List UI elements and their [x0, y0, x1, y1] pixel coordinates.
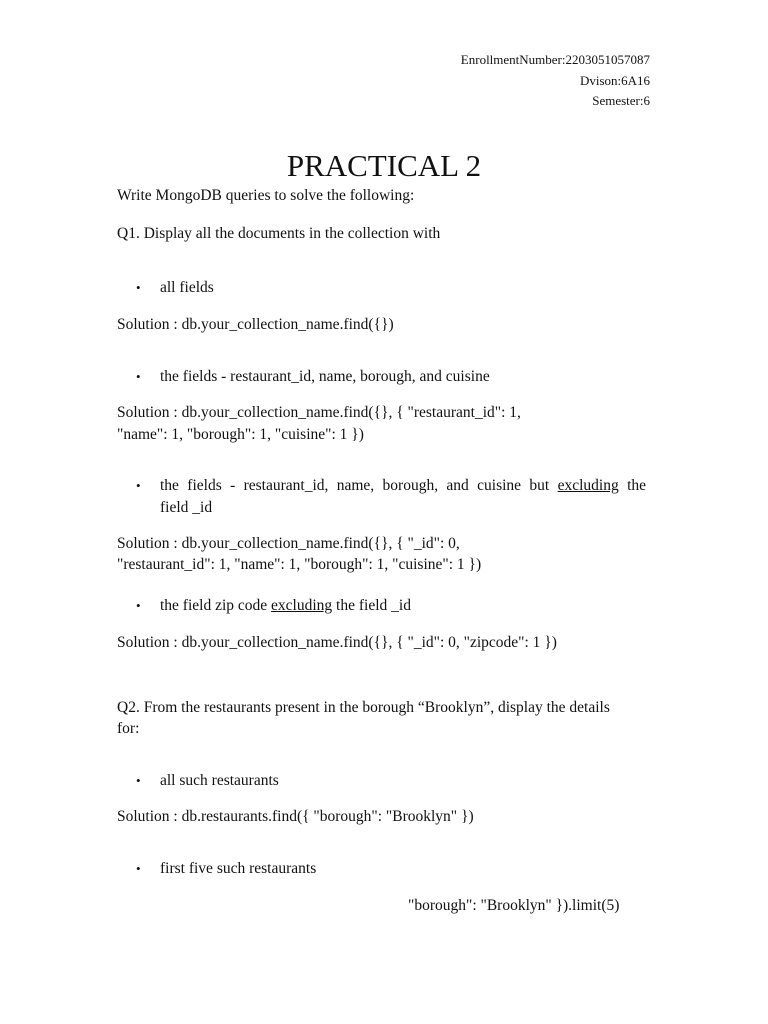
- semester: Semester:6: [592, 93, 650, 108]
- q1-solution-1: Solution : db.your_collection_name.find({}): [117, 316, 394, 333]
- underlined-word: excluding: [271, 597, 333, 614]
- division: Dvison:6A16: [579, 72, 650, 88]
- bullet-icon: •: [136, 369, 141, 384]
- q2-question-line-1: Q2. From the restaurants present in the borough “Brooklyn”, display the details: [117, 699, 610, 716]
- bullet-icon: •: [136, 478, 141, 493]
- q1-item-all-fields: all fields: [160, 279, 214, 296]
- q1-solution-4: Solution : db.your_collection_name.find({}, { "_id": 0, "zipcode": 1 }): [117, 634, 557, 651]
- q1-item-excluding-id-line-1: [160, 475, 646, 497]
- q2-solution-1: Solution : db.restaurants.find({ "borough": "Brooklyn" }): [117, 808, 474, 825]
- bullet-icon: •: [136, 280, 141, 295]
- q2-item-first-five: first five such restaurants: [160, 860, 317, 877]
- enrollment-number: EnrollmentNumber:2203051057087: [460, 52, 650, 67]
- text-segment: the field zip code: [160, 597, 268, 614]
- page-title: PRACTICAL 2: [286, 148, 482, 183]
- text-segment: the: [627, 477, 647, 494]
- q1-item-selected-fields: the fields - restaurant_id, name, borough, and cuisine: [160, 368, 490, 385]
- q1-solution-3-line-2: "restaurant_id": 1, "name": 1, "borough": 1, "cuisine": 1 }): [117, 556, 482, 573]
- q2-solution-2-partial: "borough": "Brooklyn" }).limit(5): [408, 897, 620, 914]
- q1-solution-3-line-1: Solution : db.your_collection_name.find({}, { "_id": 0,: [117, 535, 460, 552]
- bullet-icon: •: [136, 598, 141, 613]
- q1-question: Q1. Display all the documents in the collection with: [117, 225, 441, 242]
- text-segment: the field _id: [336, 597, 411, 614]
- q1-item-excluding-id-line-2: field _id: [160, 499, 213, 516]
- q2-item-all-restaurants: all such restaurants: [160, 772, 279, 789]
- q1-solution-2-line-2: "name": 1, "borough": 1, "cuisine": 1 }): [117, 426, 364, 443]
- bullet-icon: •: [136, 861, 141, 876]
- underlined-word: excluding: [557, 477, 619, 494]
- q1-item-zipcode: [160, 595, 646, 617]
- intro-text: Write MongoDB queries to solve the following:: [117, 187, 415, 204]
- bullet-icon: •: [136, 773, 141, 788]
- student-info: [461, 50, 650, 112]
- q1-solution-2-line-1: Solution : db.your_collection_name.find({}, { "restaurant_id": 1,: [117, 404, 521, 421]
- text-segment: the fields - restaurant_id, name, borough, and cuisine but: [160, 477, 550, 494]
- q2-question-line-2: for:: [117, 720, 140, 737]
